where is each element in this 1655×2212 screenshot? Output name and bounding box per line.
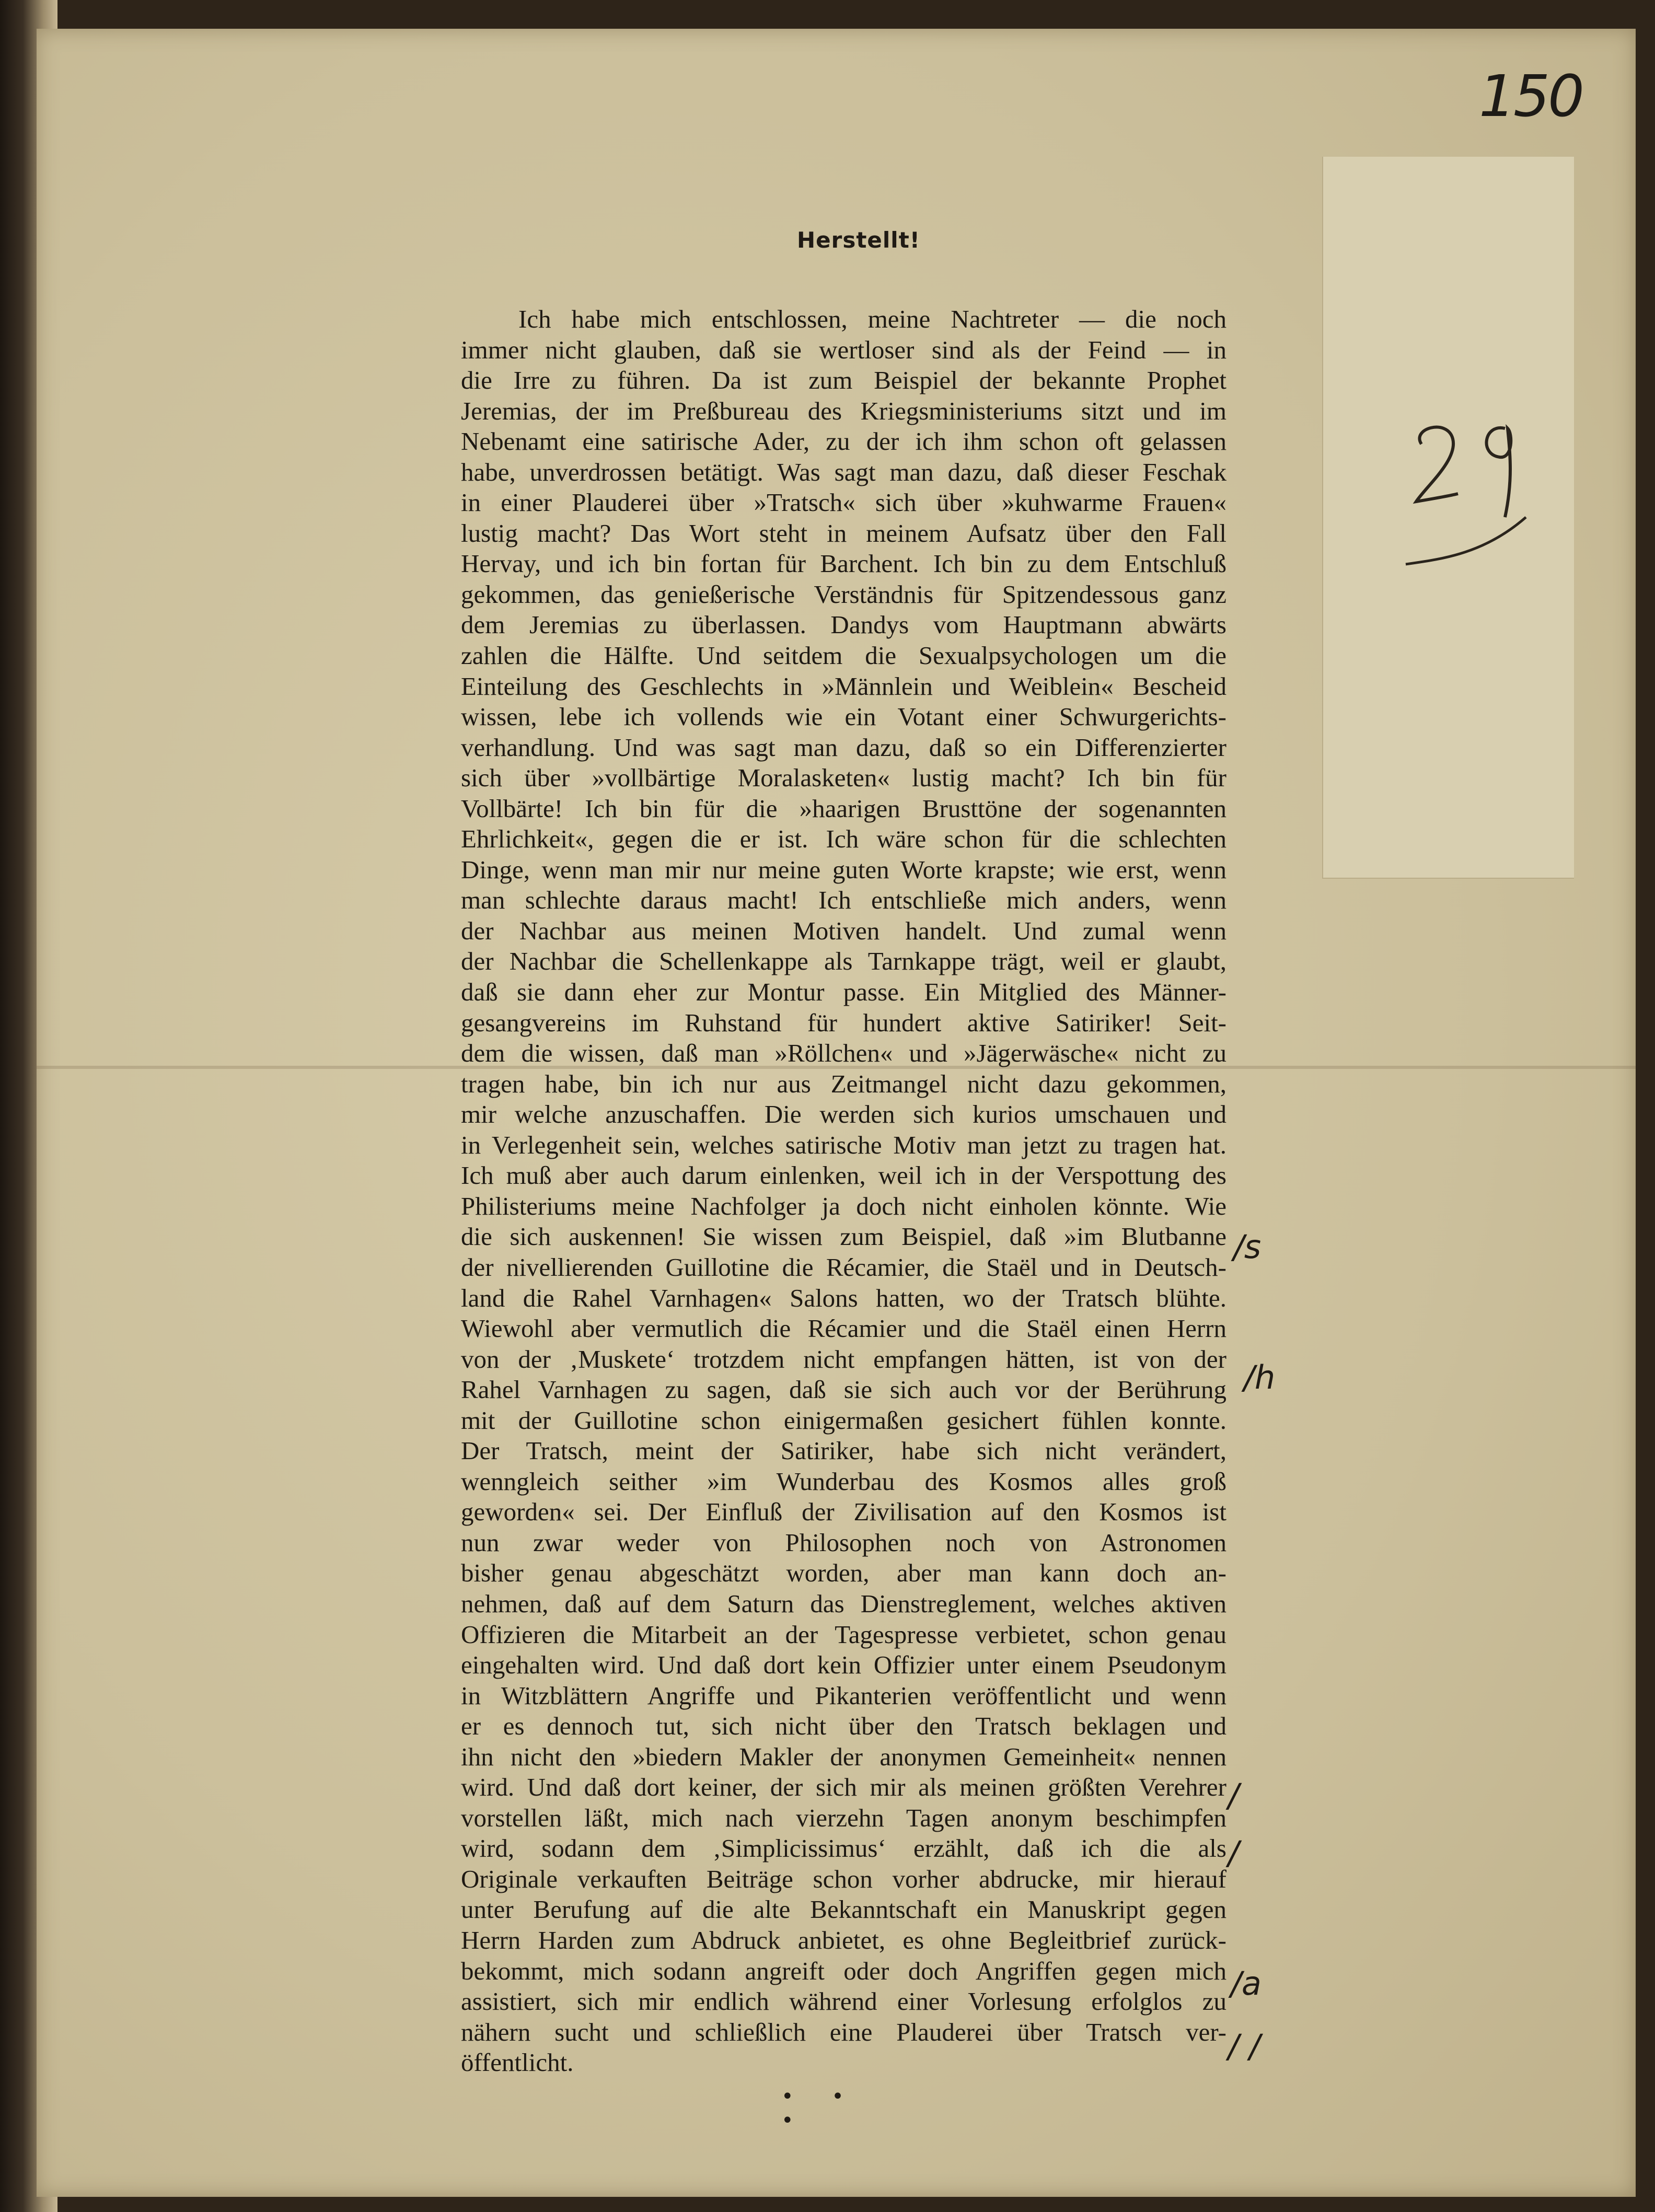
text-line: Offizieren die Mitarbeit an der Tagespresse verbietet, schon genau [461,1620,1226,1649]
text-line: Ich muß aber auch darum einlenken, weil ich in der Verspottung des [461,1161,1226,1190]
margin-note: /a [1231,1964,1261,2003]
text-line: dem Jeremias zu überlassen. Dandys vom Hauptmann abwärts [461,610,1226,639]
text-line: Originale verkauften Beiträge schon vorher abdrucke, mir hierauf [461,1864,1226,1893]
text-line: assistiert, sich mir endlich während einer Vorlesung erfolglos zu [461,1987,1226,2016]
text-line: in Verlegenheit sein, welches satirische Motiv man jetzt zu tragen hat. [461,1130,1226,1159]
margin-note: /s [1233,1228,1261,1266]
text-line: immer nicht glauben, daß sie wertloser sind als der Feind — in [461,335,1226,364]
margin-note: / [1228,1776,1239,1814]
text-line: Ich habe mich entschlossen, meine Nachtreter — die noch [518,305,1226,333]
text-line: wissen, lebe ich vollends wie ein Votant einer Schwurgerichts- [461,702,1226,731]
text-line: bisher genau abgeschätzt worden, aber man kann doch an- [461,1558,1226,1588]
text-line: Nebenamt eine satirische Ader, zu der ich ihm schon oft gelassen [461,427,1226,456]
text-line: nähern sucht und schließlich eine Plauderei über Tratsch ver- [461,2017,1226,2046]
text-line: dem die wissen, daß man »Röllchen« und »Jägerwäsche« nicht zu [461,1039,1226,1068]
text-line: in Witzblättern Angriffe und Pikanterien veröffentlicht und wenn [461,1681,1226,1710]
text-line: wird. Und daß dort keiner, der sich mir als meinen größten Verehrer [461,1773,1226,1802]
text-line: der Nachbar die Schellenkappe als Tarnkappe trägt, weil er glaubt, [461,947,1226,976]
text-line: Philisteriums meine Nachfolger ja doch nicht einholen könnte. Wie [461,1191,1226,1220]
text-line: mir welche anzuschaffen. Die werden sich kurios umschauen und [461,1100,1226,1129]
text-line: wenngleich seither »im Wunderbau des Kosmos alles groß [461,1466,1226,1496]
text-line: Einteilung des Geschlechts in »Männlein und Weiblein« Bescheid [461,671,1226,701]
text-line: die sich auskennen! Sie wissen zum Beispiel, daß »im Blutbanne [461,1222,1226,1251]
text-line: Rahel Varnhagen zu sagen, daß sie sich auch vor der Berührung [461,1375,1226,1404]
text-line: sich über »vollbärtige Moralasketen« lustig macht? Ich bin für [461,763,1226,793]
margin-note: / / [1228,2027,1260,2065]
text-line: tragen habe, bin ich nur aus Zeitmangel nicht dazu gekommen, [461,1069,1226,1098]
text-line: gesangvereins im Ruhstand für hundert aktive Satiriker! Seit- [461,1008,1226,1037]
text-line: daß sie dann eher zur Montur passe. Ein Mitglied des Männer- [461,977,1226,1007]
text-line: land die Rahel Varnhagen« Salons hatten, wo der Tratsch blühte. [461,1283,1226,1312]
pencil-mark-29 [1401,397,1536,585]
text-line: ihn nicht den »biedern Makler der anonymen Gemeinheit« nennen [461,1742,1226,1771]
text-line: wird, sodann dem ‚Simplicissimus‘ erzählt, daß ich die als [461,1834,1226,1863]
text-line: habe, unverdrossen betätigt. Was sagt man dazu, daß dieser Feschak [461,457,1226,486]
margin-note: / [1228,1834,1239,1872]
text-line: unter Berufung auf die alte Bekanntschaft ein Manuskript gegen [461,1895,1226,1924]
text-line: geworden« sei. Der Einfluß der Zivilisation auf den Kosmos ist [461,1497,1226,1527]
text-line: bekommt, mich sodann angreift oder doch Angriffen gegen mich [461,1956,1226,1985]
text-line: lustig macht? Das Wort steht in meinem Aufsatz über den Fall [461,518,1226,548]
text-line: Hervay, und ich bin fortan für Barchent. Ich bin zu dem Entschluß [461,549,1226,578]
text-line: mit der Guillotine schon einigermaßen gesichert fühlen konnte. [461,1405,1226,1435]
text-line: von der ‚Muskete‘ trotzdem nicht empfangen hätten, ist von der [461,1344,1226,1373]
text-line: gekommen, das genießerische Verständnis für Spitzendessous ganz [461,579,1226,609]
article-title: Herstellt! [797,227,920,253]
text-line: verhandlung. Und was sagt man dazu, daß so ein Differenzierter [461,732,1226,762]
text-line: eingehalten wird. Und daß dort kein Offizier unter einem Pseudonym [461,1650,1226,1680]
text-line: man schlechte daraus macht! Ich entschließe mich anders, wenn [461,886,1226,915]
text-line: Dinge, wenn man mir nur meine guten Worte krapste; wie erst, wenn [461,855,1226,884]
text-line: Der Tratsch, meint der Satiriker, habe sich nicht verändert, [461,1436,1226,1465]
text-line: nehmen, daß auf dem Saturn das Dienstreglement, welches aktiven [461,1589,1226,1618]
text-line: die Irre zu führen. Da ist zum Beispiel der bekannte Prophet [461,366,1226,395]
text-line: der Nachbar aus meinen Motiven handelt. Und zumal wenn [461,916,1226,945]
text-line: Ehrlichkeit«, gegen die er ist. Ich wäre schon für die schlechten [461,824,1226,854]
margin-note: /h [1244,1358,1276,1396]
text-line: Jeremias, der im Preßbureau des Kriegsministeriums sitzt und im [461,396,1226,425]
closing-ornament: • • • [781,2085,860,2133]
text-line: Herrn Harden zum Abdruck anbietet, es ohne Begleitbrief zurück- [461,1925,1226,1954]
text-line: er es dennoch tut, sich nicht über den Tratsch beklagen und [461,1712,1226,1741]
text-line: der nivellierenden Guillotine die Récamier, die Staël und in Deutsch- [461,1252,1226,1282]
text-line: vorstellen läßt, mich nach vierzehn Tagen anonym beschimpfen [461,1803,1226,1832]
text-line: Vollbärte! Ich bin für die »haarigen Brusttöne der sogenannten [461,794,1226,823]
article-body [461,304,1226,2078]
text-line: öffentlicht. [461,2048,574,2077]
text-line: Wiewohl aber vermutlich die Récamier und die Staël einen Herrn [461,1314,1226,1343]
text-line: in einer Plauderei über »Tratsch« sich über »kuhwarme Frauen« [461,488,1226,517]
folio-number: 150 [1479,63,1582,130]
text-line: zahlen die Hälfte. Und seitdem die Sexualpsychologen um die [461,641,1226,670]
text-line: nun zwar weder von Philosophen noch von Astronomen [461,1528,1226,1557]
